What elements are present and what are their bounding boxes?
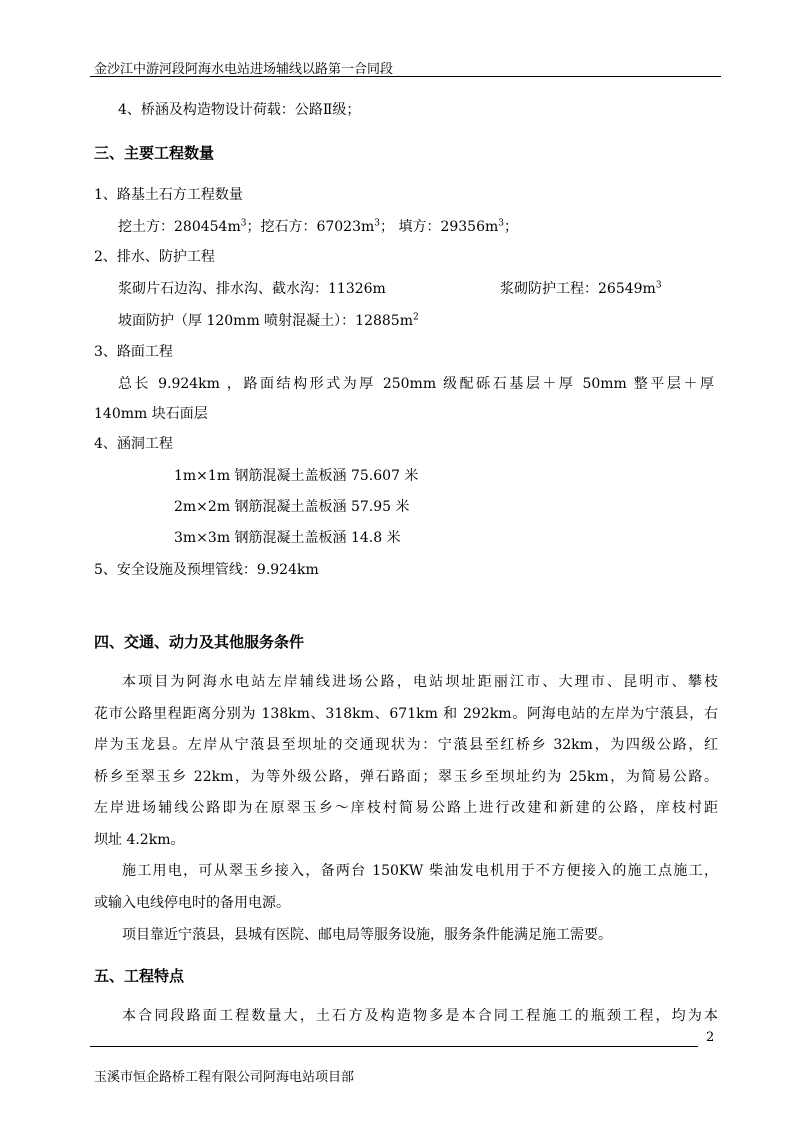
- paragraph-line: 施工用电，可从翠玉乡接入，备两台 150KW 柴油发电机用于不方便接入的施工点施工，: [122, 863, 718, 879]
- earth-excavation: 挖土方：280454m: [118, 219, 241, 235]
- unit-superscript: 3: [655, 280, 662, 291]
- paragraph-line: 桥乡至翠玉乡 22km，为等外级公路，弹石路面；翠玉乡至坝址约为 25km，为简易公路。: [94, 769, 718, 785]
- section-3-heading: 三、主要工程数量: [94, 144, 215, 162]
- footer-divider: [90, 1046, 698, 1047]
- unit-superscript: 3: [374, 218, 380, 229]
- page-footer: 玉溪市恒企路桥工程有限公司阿海电站项目部: [94, 1070, 355, 1085]
- pavement-title: 3、路面工程: [94, 344, 173, 360]
- unit-superscript: 2: [412, 312, 419, 323]
- section-5-heading: 五、工程特点: [94, 967, 185, 985]
- page-number: 2: [706, 1030, 715, 1045]
- culvert-item-3: 3m×3m 钢筋混凝土盖板涵 14.8 米: [174, 530, 401, 546]
- paragraph-line: 本项目为阿海水电站左岸辅线进场公路，电站坝址距丽江市、大理市、昆明市、攀枝: [122, 674, 718, 690]
- paragraph-line: 本合同段路面工程数量大，土石方及构造物多是本合同工程施工的瓶颈工程，均为本: [122, 1008, 718, 1024]
- safety-facilities: 5、安全设施及预埋管线：9.924km: [94, 562, 319, 578]
- earthwork-quantities: 挖土方：$280454m^3$；挖石方：$67023m^3$； 填方：$29356m^3$；: [118, 218, 518, 235]
- paragraph-line: 或输入电线停电时的备用电源。: [94, 895, 290, 911]
- rock-excavation: ；挖石方：67023m: [246, 219, 375, 235]
- pavement-line-1: 总长 9.924km ，路面结构形式为厚 250mm 级配砾石基层＋厚 50mm 整平层＋厚: [118, 376, 714, 392]
- header-divider: [90, 76, 721, 77]
- unit-superscript: 3: [498, 218, 504, 229]
- earthwork-title: 1、路基土石方工程数量: [94, 187, 243, 203]
- culvert-item-2: 2m×2m 钢筋混凝土盖板涵 57.95 米: [174, 499, 410, 515]
- design-load-item: 4、桥涵及构造物设计荷载：公路Ⅱ级；: [118, 102, 361, 118]
- fill-quantity: ； 填方：29356m: [380, 219, 499, 235]
- paragraph-line: 坝址 4.2km。: [94, 832, 185, 848]
- ditch-quantity: 浆砌片石边沟、排水沟、截水沟：11326m: [118, 281, 386, 297]
- paragraph-line: 花市公路里程距离分别为 138km、318km、671km 和 292km。阿海电站的左岸为宁蒗县，右: [94, 706, 718, 722]
- slope-protection: 坡面防护（厚 120mm 喷射混凝土）：$12885m^2$: [118, 312, 419, 329]
- paragraph-line: 左岸进场辅线公路即为在原翠玉乡～庠枝村简易公路上进行改建和新建的公路，庠枝村距: [94, 800, 718, 816]
- culvert-item-1: 1m×1m 钢筋混凝土盖板涵 75.607 米: [174, 468, 419, 484]
- masonry-protection: 浆砌防护工程：$26549m^3$: [500, 280, 662, 297]
- drainage-title: 2、排水、防护工程: [94, 249, 215, 265]
- paragraph-line: 项目靠近宁蒗县，县城有医院、邮电局等服务设施，服务条件能满足施工需要。: [122, 927, 612, 943]
- culvert-title: 4、涵洞工程: [94, 436, 173, 452]
- unit-superscript: 3: [240, 218, 247, 229]
- paragraph-line: 岸为玉龙县。左岸从宁蒗县至坝址的交通现状为：宁蒗县至红桥乡 32km，为四级公路，红: [94, 737, 718, 753]
- page-header: 金沙江中游河段阿海水电站进场辅线以路第一合同段: [94, 62, 394, 77]
- section-4-heading: 四、交通、动力及其他服务条件: [94, 633, 305, 651]
- pavement-line-2: 140mm 块石面层: [94, 406, 208, 422]
